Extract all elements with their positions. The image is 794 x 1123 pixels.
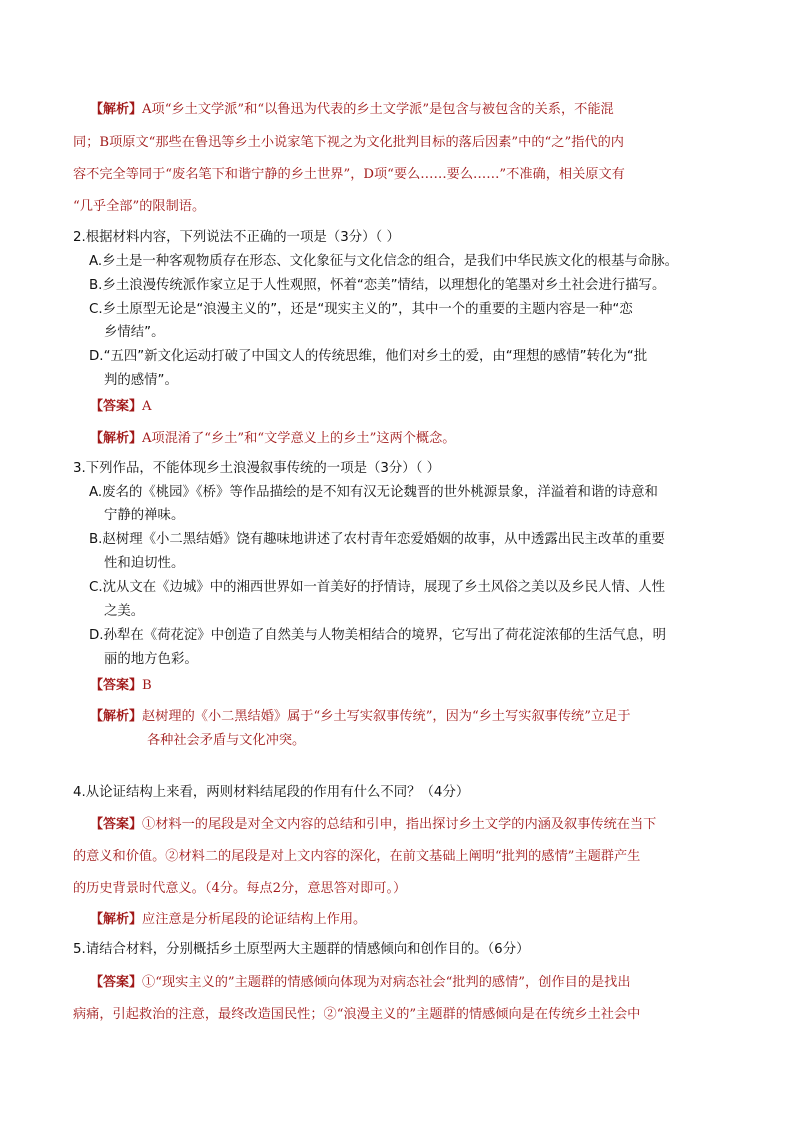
q4-answer-line-2: 的意义和价值。②材料二的尾段是对上文内容的深化，在前文基础上阐明“批判的感情”主题群产生 <box>73 849 641 864</box>
analysis-text: 应注意是分析尾段的论证结构上作用。 <box>142 912 367 927</box>
q3-option-b: B.赵树理《小二黑结婚》饶有趣味地讲述了农村青年恋爱婚姻的故事，从中透露出民主改革的重要 <box>89 532 665 547</box>
answer-tag: 【答案】 <box>90 975 143 990</box>
q1-analysis-line-1 <box>90 101 614 119</box>
q3-answer <box>90 677 152 695</box>
answer-tag: 【答案】 <box>90 399 143 414</box>
q3-option-a-cont: 宁静的禅味。 <box>104 508 185 523</box>
q5-stem: 5.请结合材料，分别概括乡土原型两大主题群的情感倾向和创作目的。（6分） <box>73 942 530 957</box>
q2-option-d: D.“五四”新文化运动打破了中国文人的传统思维，他们对乡土的爱，由“理想的感情”转化为“批 <box>89 349 648 364</box>
q3-option-d-cont: 丽的地方色彩。 <box>104 652 198 667</box>
q4-answer-line-1 <box>90 816 656 834</box>
analysis-text: A项混淆了“乡土”和“文学意义上的乡土”这两个概念。 <box>142 431 456 446</box>
q3-option-c-cont: 之美。 <box>104 604 145 619</box>
q3-option-c: C.沈从文在《边城》中的湘西世界如一首美好的抒情诗，展现了乡土风俗之美以及乡民人情、人性 <box>89 580 666 595</box>
q2-analysis <box>90 430 455 448</box>
q5-answer-line-2: 病痛，引起救治的注意，最终改造国民性；②“浪漫主义的”主题群的情感倾向是在传统乡土社会中 <box>73 1007 641 1022</box>
q2-option-d-cont: 判的感情”。 <box>104 373 178 388</box>
q3-option-d: D.孙犁在《荷花淀》中创造了自然美与人物美相结合的境界，它写出了荷花淀浓郁的生活气息，明 <box>89 628 666 643</box>
q2-option-c-cont: 乡情结”。 <box>104 325 165 340</box>
answer-text: A <box>142 399 152 414</box>
answer-text: ①“现实主义的”主题群的情感倾向体现为对病态社会“批判的感情”，创作目的是找出 <box>142 975 631 990</box>
q3-analysis-line-1 <box>90 708 631 726</box>
analysis-tag: 【解析】 <box>90 102 143 117</box>
q1-analysis-line-3: 容不完全等同于“废名笔下和谐宁静的乡土世界”，D项“要么……要么……”不准确，相关原文有 <box>73 167 625 182</box>
answer-tag: 【答案】 <box>90 817 143 832</box>
q1-analysis-line-2: 同；B项原文“那些在鲁迅等乡土小说家笔下视之为文化批判目标的落后因素”中的“之”指代的内 <box>73 135 624 150</box>
q4-stem: 4.从论证结构上来看，两则材料结尾段的作用有什么不同？（4分） <box>73 785 470 800</box>
q1-analysis-line-4: “几乎全部”的限制语。 <box>73 199 206 214</box>
analysis-tag: 【解析】 <box>90 912 143 927</box>
q5-answer-line-1 <box>90 974 631 992</box>
q4-analysis <box>90 911 366 929</box>
analysis-text: A项“乡土文学派”和“以鲁迅为代表的乡土文学派”是包含与被包含的关系，不能混 <box>142 102 614 117</box>
analysis-text: 赵树理的《小二黑结婚》属于“乡土写实叙事传统”，因为“乡土写实叙事传统”立足于 <box>142 709 631 724</box>
answer-tag: 【答案】 <box>90 678 143 693</box>
q2-stem: 2.根据材料内容，下列说法不正确的一项是（3分）（ ） <box>73 230 400 245</box>
analysis-tag: 【解析】 <box>90 709 143 724</box>
q2-option-c: C.乡土原型无论是“浪漫主义的”，还是“现实主义的”，其中一个的重要的主题内容是一种“恋 <box>89 302 633 317</box>
q2-answer <box>90 398 152 416</box>
q2-option-a: A.乡土是一种客观物质存在形态、文化象征与文化信念的组合，是我们中华民族文化的根基与命脉。 <box>89 254 678 269</box>
q4-answer-line-3: 的历史背景时代意义。（4分。每点2分，意思答对即可。） <box>73 881 407 896</box>
q3-option-a: A.废名的《桃园》《桥》等作品描绘的是不知有汉无论魏晋的世外桃源景象，洋溢着和谐的诗意和 <box>89 485 658 500</box>
q2-option-b: B.乡土浪漫传统派作家立足于人性观照，怀着“恋美”情结，以理想化的笔墨对乡土社会进行描写。 <box>89 278 666 293</box>
answer-text: ①材料一的尾段是对全文内容的总结和引申，指出探讨乡土文学的内涵及叙事传统在当下 <box>142 817 657 832</box>
q3-stem: 3.下列作品，不能体现乡土浪漫叙事传统的一项是（3分）（ ） <box>73 461 441 476</box>
answer-text: B <box>142 678 152 693</box>
q3-analysis-line-2: 各种社会矛盾与文化冲突。 <box>147 733 306 748</box>
q3-option-b-cont: 性和迫切性。 <box>104 556 185 571</box>
analysis-tag: 【解析】 <box>90 431 143 446</box>
